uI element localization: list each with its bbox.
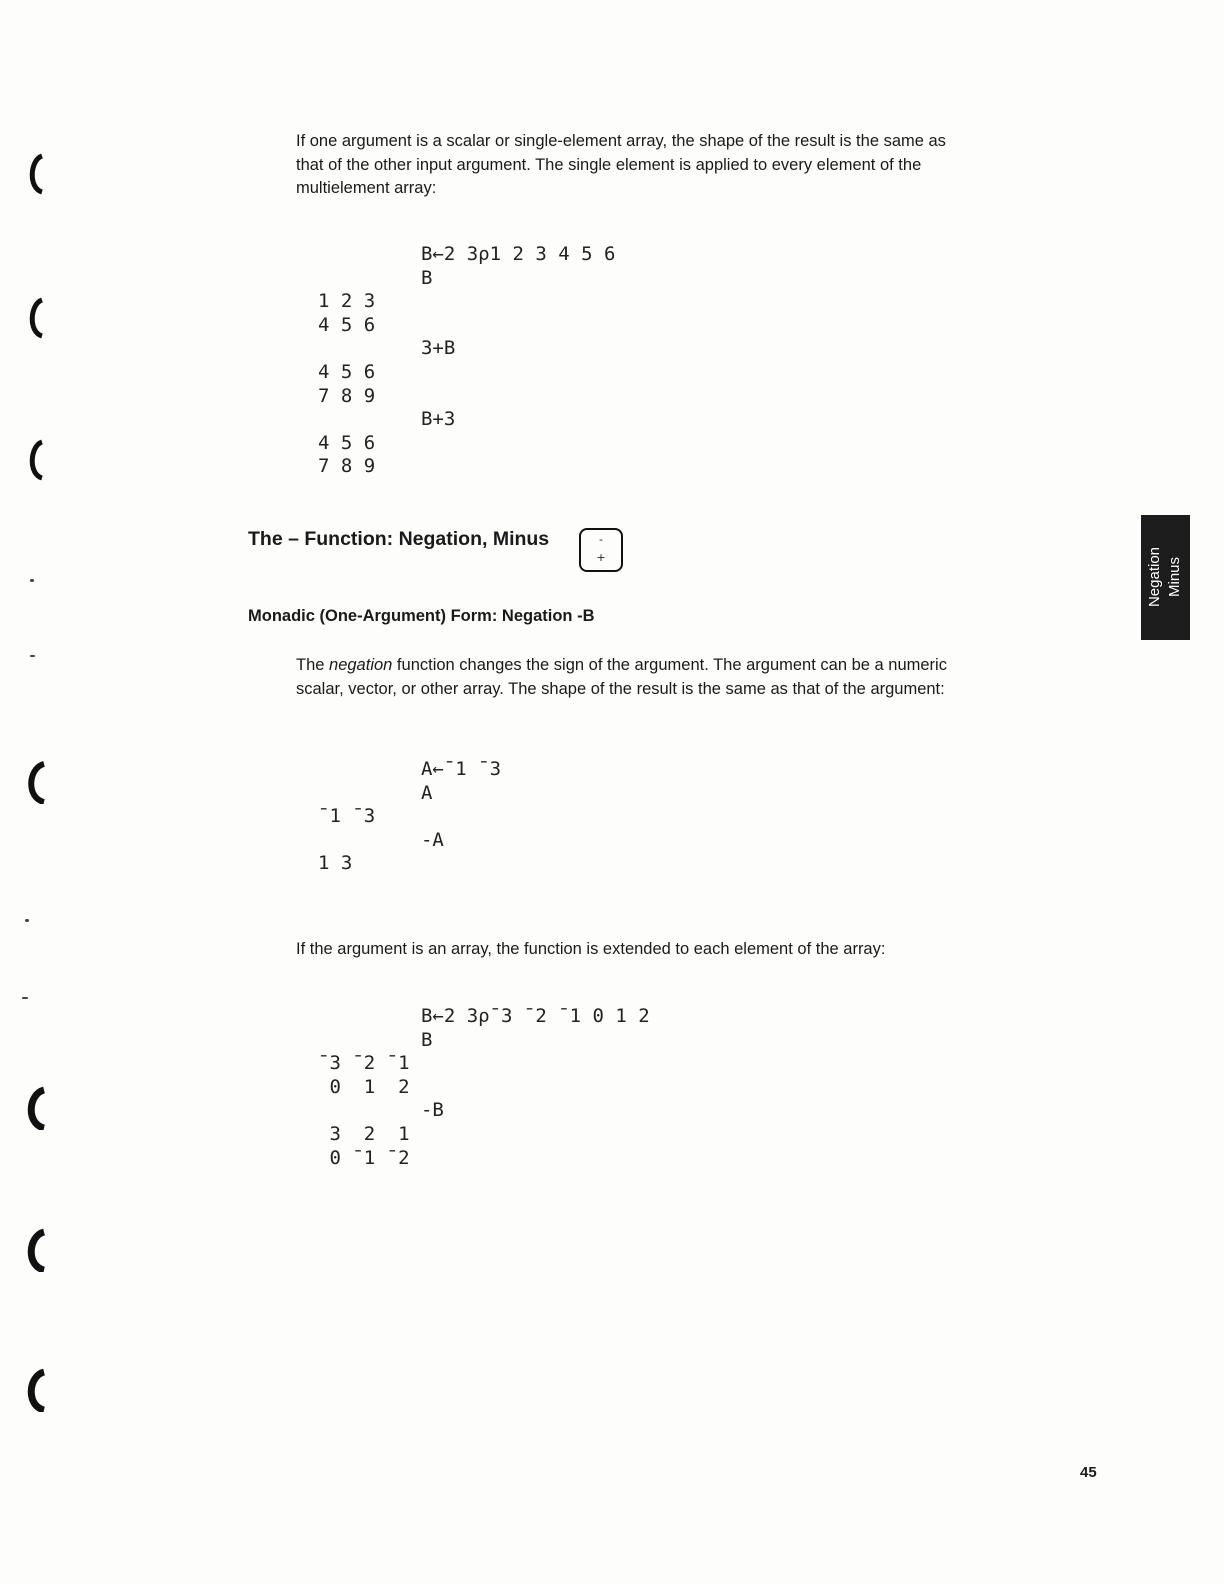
array-rule-paragraph: If the argument is an array, the function is extended to each element of the array: [296,940,886,958]
negation-term: negation [329,656,393,674]
negation-intro-rest: function changes the sign of the argument. The argument can be a numeric scalar, vector, or other array. The shape of the result is the same as that of the argument: [296,656,947,698]
binder-hole-mark [20,296,50,340]
minus-plus-key-icon [579,528,623,572]
binder-hole-mark [20,1228,50,1272]
section-side-tab [1141,515,1190,640]
binder-hole-mark [20,438,50,482]
margin-speck [30,579,34,582]
binder-hole-mark [20,1086,50,1130]
binder-hole-mark [20,1368,50,1412]
side-tab-line2: Minus [1166,556,1183,598]
section-heading: The – Function: Negation, Minus [248,528,550,550]
plus-scalar-code-example: B←2 3ρ1 2 3 4 5 6 B 1 2 3 4 5 6 3+B 4 5 6 7 8 9 B+3 4 5 6 7 8 9 [318,243,616,478]
margin-speck [22,997,28,999]
negation-intro-paragraph [296,654,976,701]
side-tab-label [1145,547,1185,607]
negation-intro-lead: The [296,656,330,674]
keycap-upper-symbol: - [599,533,603,546]
keycap-lower-symbol: + [596,551,606,564]
page-number: 45 [1080,1464,1097,1481]
scalar-rule-paragraph: If one argument is a scalar or single-element array, the shape of the result is the same as that of the other input argument. The single element is applied to every element of the multielement array: [296,132,946,197]
margin-speck [25,919,29,922]
binder-hole-mark [20,760,50,804]
subsection-heading: Monadic (One-Argument) Form: Negation -B [248,607,595,625]
negate-matrix-code-example: B←2 3ρ¯3 ¯2 ¯1 0 1 2 B ¯3 ¯2 ¯1 0 1 2 -B 3 2 1 0 ¯1 ¯2 [318,1005,650,1169]
binder-hole-mark [20,152,50,196]
side-tab-line1: Negation [1146,546,1163,608]
margin-speck [30,655,35,657]
negate-vector-code-example: A←¯1 ¯3 A ¯1 ¯3 -A 1 3 [318,758,502,875]
